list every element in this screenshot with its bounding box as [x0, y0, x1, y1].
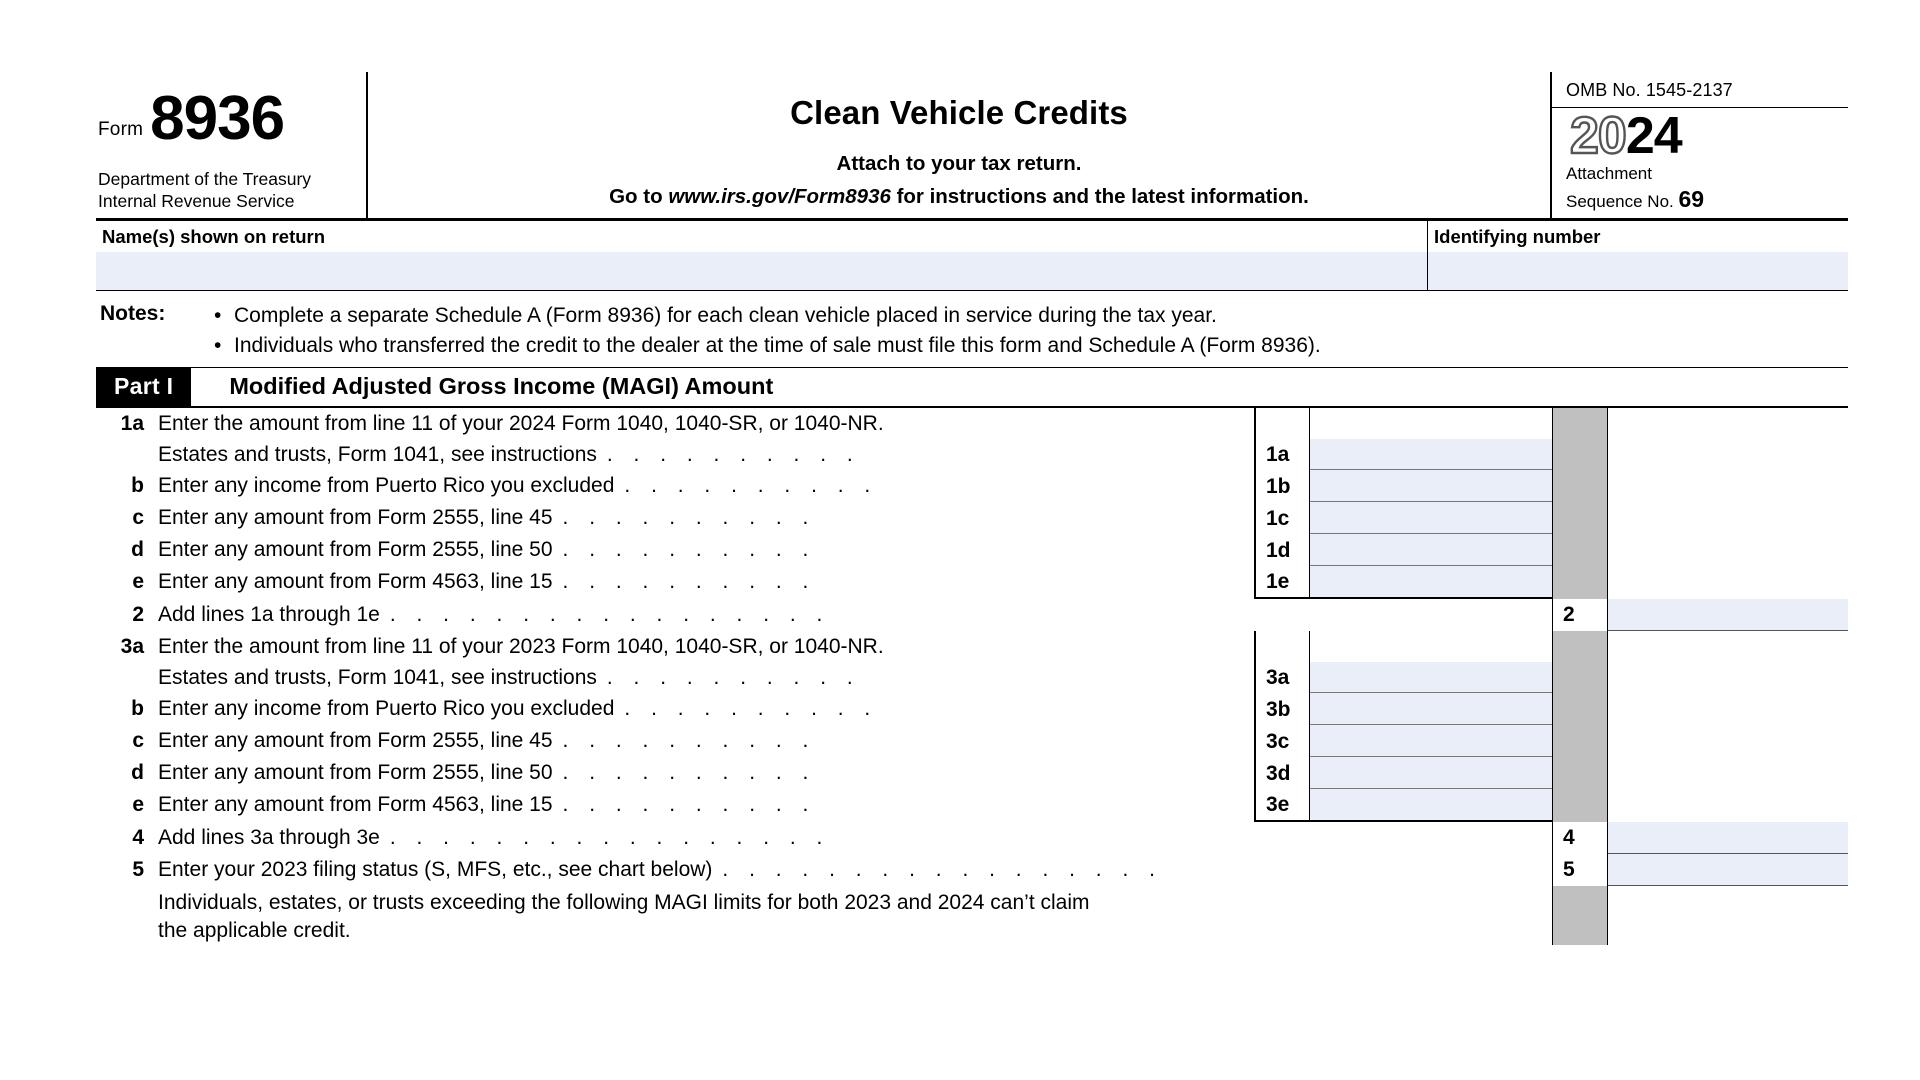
line-number: 4 [132, 825, 144, 849]
form-label: Form [98, 119, 144, 140]
name-input[interactable] [96, 252, 1427, 290]
line-4-field[interactable] [1608, 822, 1848, 854]
sub-line-tag-3e [1254, 789, 1310, 822]
sub-line-field-3a[interactable] [1310, 662, 1552, 693]
form-number: 8936 [150, 84, 285, 154]
identifying-number-label: Identifying number [1434, 226, 1601, 248]
line-5-subtext-line-1: Individuals, estates, or trusts exceeding the following MAGI limits for both 2023 and 2024 can’t claim [158, 890, 1090, 914]
line-description [158, 566, 1254, 599]
line-3a-row [96, 662, 1848, 693]
line-description [158, 789, 1254, 822]
omb-number: OMB No. 1545-2137 [1552, 72, 1848, 108]
column-pad [1496, 854, 1552, 886]
line-number: b [131, 696, 144, 720]
part-1-header [96, 368, 1848, 408]
page-title: Clean Vehicle Credits [790, 94, 1128, 131]
leader-dots: . . . . . . . . . . [562, 792, 816, 816]
tax-year-suffix: 24 [1625, 107, 1682, 165]
department-line-2: Internal Revenue Service [98, 191, 295, 212]
attach-instruction: Attach to your tax return. [836, 152, 1082, 175]
column-pad [1496, 886, 1552, 945]
line-4-tag: 4 [1552, 822, 1608, 854]
gray-band [1552, 470, 1608, 502]
leader-dots: . . . . . . . . . . [606, 442, 861, 466]
line-number: c [132, 505, 144, 529]
goto-prefix: Go to [609, 185, 669, 208]
line-description-text: Add lines 1a through 1e [158, 602, 380, 626]
outer-column-blank [1608, 470, 1848, 502]
line-number: c [132, 728, 144, 752]
sub-line-tag-label: 1b [1266, 474, 1291, 498]
line-1c-row [96, 502, 1848, 534]
line-2-row [96, 599, 1848, 631]
note-item [196, 301, 1848, 331]
sub-line-tag-label: 1c [1266, 506, 1290, 530]
leader-dots: . . . . . . . . . . [562, 569, 816, 593]
notes-section [96, 291, 1848, 368]
attachment-label: Attachment [1566, 164, 1652, 184]
identifying-number-input[interactable] [1428, 252, 1848, 290]
attachment-sequence-line [1566, 185, 1848, 213]
identity-row [96, 221, 1848, 291]
column-pad [1496, 599, 1552, 631]
sub-line-field-1c[interactable] [1310, 502, 1552, 534]
line-description [158, 534, 1254, 566]
line-3d-row [96, 757, 1848, 789]
line-2-field[interactable] [1608, 599, 1848, 631]
line-number: 1a [120, 411, 144, 435]
sub-line-tag-3d [1254, 757, 1310, 789]
line-description-text: Enter any amount from Form 2555, line 45 [158, 728, 553, 752]
line-description: Enter the amount from line 11 of your 2023 Form 1040, 1040-SR, or 1040-NR. [158, 634, 884, 658]
line-5-row [96, 854, 1848, 886]
outer-column-blank [1608, 886, 1848, 945]
line-number: 5 [132, 857, 144, 881]
gray-band [1552, 408, 1608, 439]
name-label: Name(s) shown on return [102, 226, 326, 248]
leader-dots: . . . . . . . . . . [562, 537, 816, 561]
sub-line-field-spacer [1310, 408, 1552, 439]
name-cell [96, 221, 1428, 290]
line-description-text: Enter any income from Puerto Rico you excluded [158, 696, 615, 720]
outer-column-blank [1608, 693, 1848, 725]
form-title-block [368, 72, 1550, 218]
line-description [158, 822, 1496, 854]
department-block [96, 150, 358, 212]
line-description [158, 470, 1254, 502]
attachment-sequence-number: 69 [1678, 185, 1705, 212]
line-1a-row [96, 439, 1848, 470]
line-description-text: Enter your 2023 filing status (S, MFS, etc., see chart below) [158, 857, 713, 881]
gray-band [1552, 789, 1608, 822]
line-description [158, 693, 1254, 725]
line-number: 2 [132, 602, 144, 626]
line-5-subtext [96, 886, 1496, 945]
sub-line-tag-spacer [1254, 631, 1310, 662]
line-3e-row [96, 789, 1848, 822]
line-5-subtext-row [96, 886, 1848, 945]
omb-block [1550, 72, 1848, 218]
line-description-text: Enter any amount from Form 4563, line 15 [158, 792, 553, 816]
sub-line-field-3d[interactable] [1310, 757, 1552, 789]
outer-column-blank [1608, 757, 1848, 789]
sub-line-tag-label: 3d [1266, 761, 1291, 785]
leader-dots: . . . . . . . . . . [562, 505, 816, 529]
line-description [158, 502, 1254, 534]
leader-dots: . . . . . . . . . . [624, 473, 878, 497]
line-number: e [132, 792, 144, 816]
line-number: d [131, 760, 144, 784]
note-text: Individuals who transferred the credit to the dealer at the time of sale must file this form and Schedule A (Form 8936). [234, 333, 1321, 357]
line-number: b [131, 473, 144, 497]
notes-list [196, 301, 1848, 361]
sub-line-tag-3a [1254, 662, 1310, 693]
sub-line-tag-label: 3a [1266, 665, 1290, 689]
sub-line-field-1d[interactable] [1310, 534, 1552, 566]
column-pad [1496, 822, 1552, 854]
form-header [96, 72, 1848, 221]
line-description [158, 725, 1254, 757]
part-1-tag: Part I [96, 368, 191, 406]
line-1e-row [96, 566, 1848, 599]
leader-dots: . . . . . . . . . . [562, 728, 816, 752]
sub-line-tag-label: 1a [1266, 442, 1290, 466]
line-4-row [96, 822, 1848, 854]
sub-line-tag-1d [1254, 534, 1310, 566]
sub-line-field-3b[interactable] [1310, 693, 1552, 725]
outer-column-blank [1608, 566, 1848, 599]
sub-line-field-3c[interactable] [1310, 725, 1552, 757]
gray-band [1552, 534, 1608, 566]
sub-line-tag-label: 1e [1266, 569, 1290, 593]
outer-column-blank [1608, 631, 1848, 662]
sub-line-tag-1b [1254, 470, 1310, 502]
line-5-subtext-line-2: the applicable credit. [158, 918, 351, 942]
line-number-continued [96, 662, 158, 693]
line-description [158, 599, 1496, 631]
line-description-text: Enter any amount from Form 2555, line 50 [158, 760, 553, 784]
leader-dots: . . . . . . . . . . . . . . . . . [389, 825, 830, 849]
sub-line-tag-1e [1254, 566, 1310, 599]
identifying-number-cell [1428, 221, 1848, 290]
gray-band [1552, 662, 1608, 693]
line-number: 3a [120, 634, 144, 658]
line-1a-row-top [96, 408, 1848, 439]
leader-dots: . . . . . . . . . . [562, 760, 816, 784]
note-text: Complete a separate Schedule A (Form 8936) for each clean vehicle placed in service during the tax year. [234, 304, 1217, 328]
sub-line-tag-label: 1d [1266, 538, 1291, 562]
line-5-tag: 5 [1552, 854, 1608, 886]
form-number-row [96, 72, 358, 154]
line-5-field[interactable] [1608, 854, 1848, 886]
gray-band [1552, 566, 1608, 599]
gray-band [1552, 502, 1608, 534]
department-line-1: Department of the Treasury [98, 169, 312, 189]
line-description-continued [158, 439, 1254, 470]
outer-column-blank [1608, 534, 1848, 566]
outer-column-blank [1608, 662, 1848, 693]
attachment-sequence-label: Sequence No. [1566, 191, 1679, 211]
bullet-icon: • [214, 304, 222, 328]
line-description-continued [158, 662, 1254, 693]
sub-line-tag-label: 3e [1266, 792, 1290, 816]
goto-suffix: for instructions and the latest information. [890, 185, 1309, 208]
goto-instruction [378, 185, 1540, 209]
sub-line-field-1b[interactable] [1310, 470, 1552, 502]
line-description-text: Enter any amount from Form 2555, line 45 [158, 505, 553, 529]
leader-dots: . . . . . . . . . . [606, 665, 861, 689]
gray-band [1552, 631, 1608, 662]
sub-line-tag-1a [1254, 439, 1310, 470]
gray-band [1552, 439, 1608, 470]
line-number: d [131, 537, 144, 561]
line-number-continued [96, 439, 158, 470]
line-description: Enter the amount from line 11 of your 2024 Form 1040, 1040-SR, or 1040-NR. [158, 411, 884, 435]
tax-year-block [1552, 108, 1848, 163]
line-description-text: Add lines 3a through 3e [158, 825, 380, 849]
line-1b-row [96, 470, 1848, 502]
line-1d-row [96, 534, 1848, 566]
line-description-text: Enter any income from Puerto Rico you excluded [158, 473, 615, 497]
line-description-text: Estates and trusts, Form 1041, see instructions [158, 442, 597, 466]
leader-dots: . . . . . . . . . . . . . . . . . [722, 857, 1163, 881]
line-description-text: Estates and trusts, Form 1041, see instructions [158, 665, 597, 689]
line-3c-row [96, 725, 1848, 757]
line-3b-row [96, 693, 1848, 725]
sub-line-field-1a[interactable] [1310, 439, 1552, 470]
leader-dots: . . . . . . . . . . [624, 696, 878, 720]
part-1-lines [96, 408, 1848, 945]
sub-line-tag-label: 3c [1266, 729, 1290, 753]
form-8936 [96, 72, 1848, 945]
line-number: e [132, 569, 144, 593]
sub-line-field-spacer [1310, 631, 1552, 662]
sub-line-tag-label: 3b [1266, 697, 1291, 721]
outer-column-blank [1608, 439, 1848, 470]
line-2-tag: 2 [1552, 599, 1608, 631]
gray-band [1552, 886, 1608, 945]
sub-line-field-3e[interactable] [1310, 789, 1552, 822]
line-description-text: Enter any amount from Form 2555, line 50 [158, 537, 553, 561]
form-identity-block [96, 72, 368, 218]
leader-dots: . . . . . . . . . . . . . . . . . [389, 602, 830, 626]
note-item [196, 331, 1848, 361]
attachment-sequence [1552, 163, 1848, 218]
line-description [158, 757, 1254, 789]
line-description-text: Enter any amount from Form 4563, line 15 [158, 569, 553, 593]
tax-year-prefix: 20 [1570, 107, 1626, 165]
sub-line-tag-3b [1254, 693, 1310, 725]
tax-year [1570, 107, 1848, 165]
outer-column-blank [1608, 789, 1848, 822]
gray-band [1552, 693, 1608, 725]
gray-band [1552, 757, 1608, 789]
line-3a-row-top [96, 631, 1848, 662]
part-1-title: Modified Adjusted Gross Income (MAGI) Amount [229, 372, 774, 399]
line-description [158, 854, 1496, 886]
outer-column-blank [1608, 725, 1848, 757]
sub-line-tag-spacer [1254, 408, 1310, 439]
bullet-icon: • [214, 333, 222, 357]
sub-line-field-1e[interactable] [1310, 566, 1552, 599]
form-url[interactable]: www.irs.gov/Form8936 [668, 185, 891, 208]
gray-band [1552, 725, 1608, 757]
sub-line-tag-3c [1254, 725, 1310, 757]
notes-label: Notes: [100, 302, 166, 326]
outer-column-blank [1608, 502, 1848, 534]
sub-line-tag-1c [1254, 502, 1310, 534]
outer-column-blank [1608, 408, 1848, 439]
